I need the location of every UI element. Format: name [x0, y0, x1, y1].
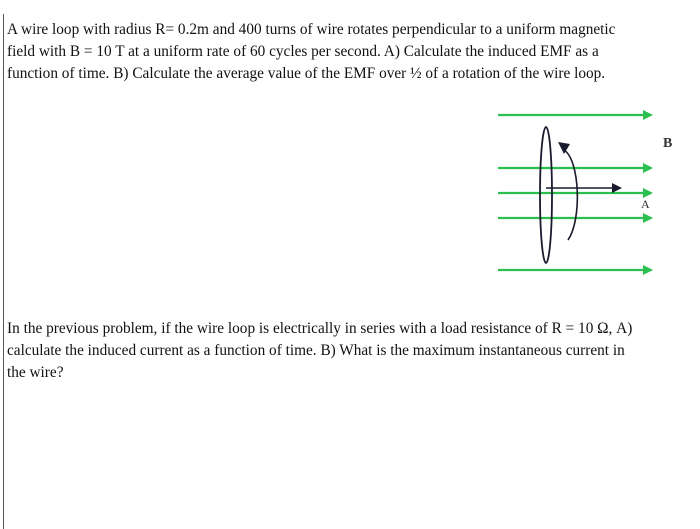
problem-2-text	[7, 318, 697, 384]
problem-1-line-1: A wire loop with radius R= 0.2m and 400 turns of wire rotates perpendicular to a uniform magnetic	[7, 21, 616, 38]
rotation-arrowhead	[558, 142, 570, 154]
problem-2-line-2: calculate the induced current as a function of time. B) What is the maximum instantaneous current in	[7, 342, 625, 359]
figure-svg	[488, 100, 688, 290]
wire-loop	[540, 127, 552, 263]
problem-1-text	[7, 19, 695, 85]
rotation-arrow	[564, 150, 577, 240]
problem-2-line-1: In the previous problem, if the wire loop is electrically in series with a load resistance of R = 10 Ω, A)	[7, 320, 633, 337]
problem-2-line-3: the wire?	[7, 364, 64, 381]
label-a: A	[641, 197, 650, 211]
label-b: B	[663, 136, 673, 151]
problem-1-line-3: function of time. B) Calculate the average value of the EMF over ½ of a rotation of the wire loop.	[7, 65, 606, 82]
rotating-loop-figure	[488, 100, 688, 290]
problem-1-line-2: field with B = 10 T at a uniform rate of 60 cycles per second. A) Calculate the induced EMF as a	[7, 43, 599, 60]
left-border-line	[3, 14, 4, 529]
